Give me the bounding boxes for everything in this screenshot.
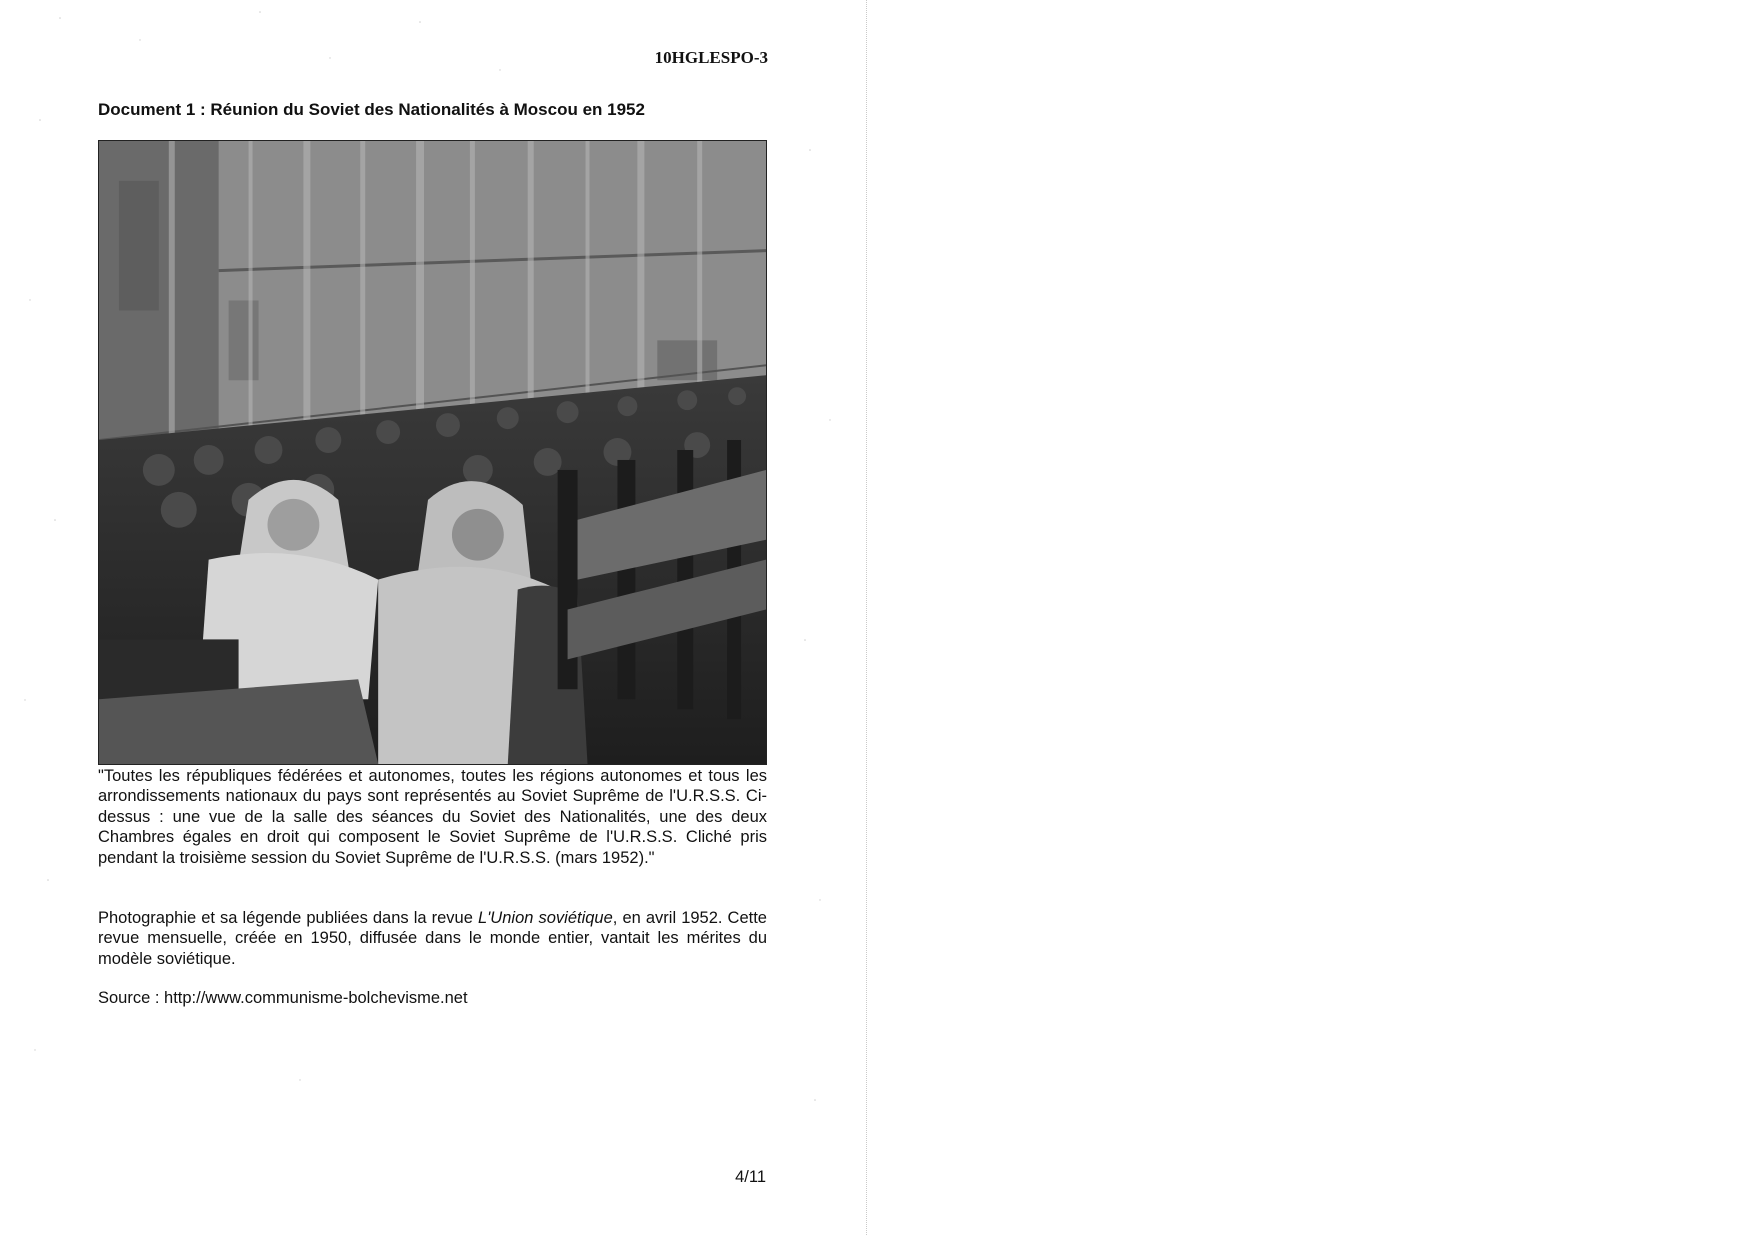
document-title: Document 1 : Réunion du Soviet des Nationalités à Moscou en 1952	[98, 100, 645, 119]
assembly-photograph	[98, 140, 767, 765]
fold-divider	[866, 0, 867, 1235]
source-line: Source : http://www.communisme-bolchevisme.net	[98, 989, 468, 1007]
photo-illustration	[99, 141, 766, 764]
publication-note	[98, 908, 767, 969]
publication-title: L'Union soviétique	[477, 909, 613, 927]
publication-prefix: Photographie et sa légende publiées dans la revue	[98, 909, 478, 927]
photo-caption: "Toutes les républiques fédérées et autonomes, toutes les régions autonomes et tous les arrondissements nationaux du pays sont représentés au Soviet Suprême de l'U.R.S.S. Ci-dessus : une vue de la salle des séances du Soviet des Nationalités, une des deux Chambres égales en droit qui composent le Soviet Suprême de l'U.R.S.S. Cliché pris pendant la troisième session du Soviet Suprême de l'U.R.S.S. (mars 1952)."	[98, 767, 767, 867]
page-number: 4/11	[735, 1168, 766, 1186]
page-code: 10HGLESPO-3	[654, 48, 768, 67]
publication-suffix: , en avril 1952. Cette revue mensuelle, créée en 1950, diffusée dans le monde entier, vantait les mérites du modèle soviétique.	[98, 909, 767, 968]
